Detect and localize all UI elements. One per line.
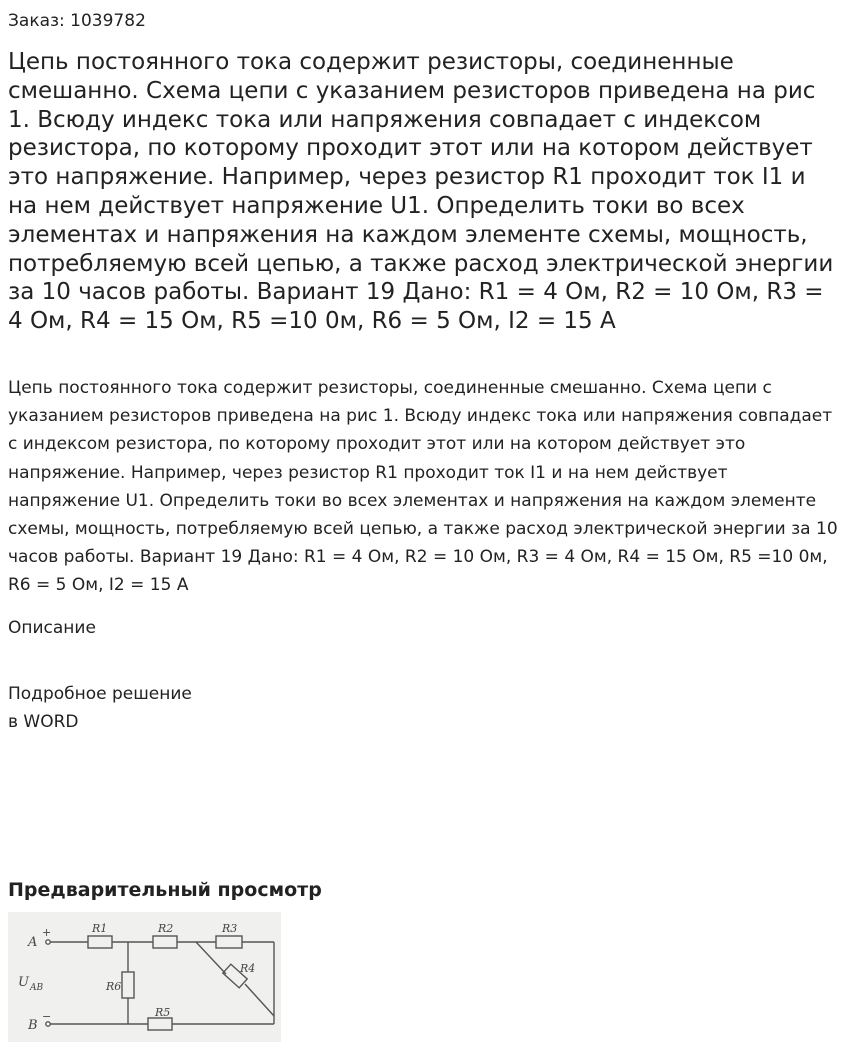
r1-label: R1 [92,922,108,935]
circuit-diagram [8,912,281,1042]
plus-label: + [42,926,52,939]
r6-label: R6 [106,980,122,993]
solution-info [8,680,192,736]
preview-image[interactable] [8,912,281,1042]
r5-label: R5 [155,1006,171,1019]
r4-label: R4 [240,962,256,975]
solution-line-1: Подробное решение [8,684,192,704]
order-number: Заказ: 1039782 [8,11,146,31]
node-b-label: B [28,1018,38,1033]
r3-label: R3 [222,922,238,935]
solution-line-2: в WORD [8,712,79,732]
problem-description: Цепь постоянного тока содержит резисторы, соединенные смешанно. Схема цепи с указанием резисторов приведена на рис 1. Всюду индекс тока или напряжения совпадает с индексом резистора, по которому проходит этот или на котором действует это напряжение. Например, через резистор R1 проходит ток I1 и на нем действует напряжение U1. Определить токи во всех элементах и напряжения на каждом элементе схемы, мощность, потребляемую всей цепью, а также расход электрической энергии за 10 часов работы. Вариант 19 Дано: R1 = 4 Ом, R2 = 10 Ом, R3 = 4 Ом, R4 = 15 Ом, R5 =10 0м, R6 = 5 Ом, I2 = 15 А [8,378,838,596]
resistor-r3 [216,936,242,948]
minus-label: − [42,1010,52,1023]
resistor-r1 [88,936,112,948]
resistor-r2 [153,936,177,948]
resistor-r5 [148,1018,172,1030]
r2-label: R2 [158,922,174,935]
preview-heading: Предварительный просмотр [8,879,322,901]
voltage-sub-label: AB [30,983,44,993]
voltage-label: U [18,975,29,990]
problem-title: Цепь постоянного тока содержит резисторы, соединенные смешанно. Схема цепи с указанием резисторов приведена на рис 1. Всюду индекс тока или напряжения совпадает с индексом резистора, по которому проходит этот или на котором действует это напряжение. Например, через резистор R1 проходит ток I1 и на нем действует напряжение U1. Определить токи во всех элементах и напряжения на каждом элементе схемы, мощность, потребляемую всей цепью, а также расход электрической энергии за 10 часов работы. Вариант 19 Дано: R1 = 4 Ом, R2 = 10 Ом, R3 = 4 Ом, R4 = 15 Ом, R5 =10 0м, R6 = 5 Ом, I2 = 15 А [8,49,834,335]
description-label: Описание [8,618,96,638]
node-a-label: A [28,935,38,950]
resistor-r6 [122,972,134,998]
